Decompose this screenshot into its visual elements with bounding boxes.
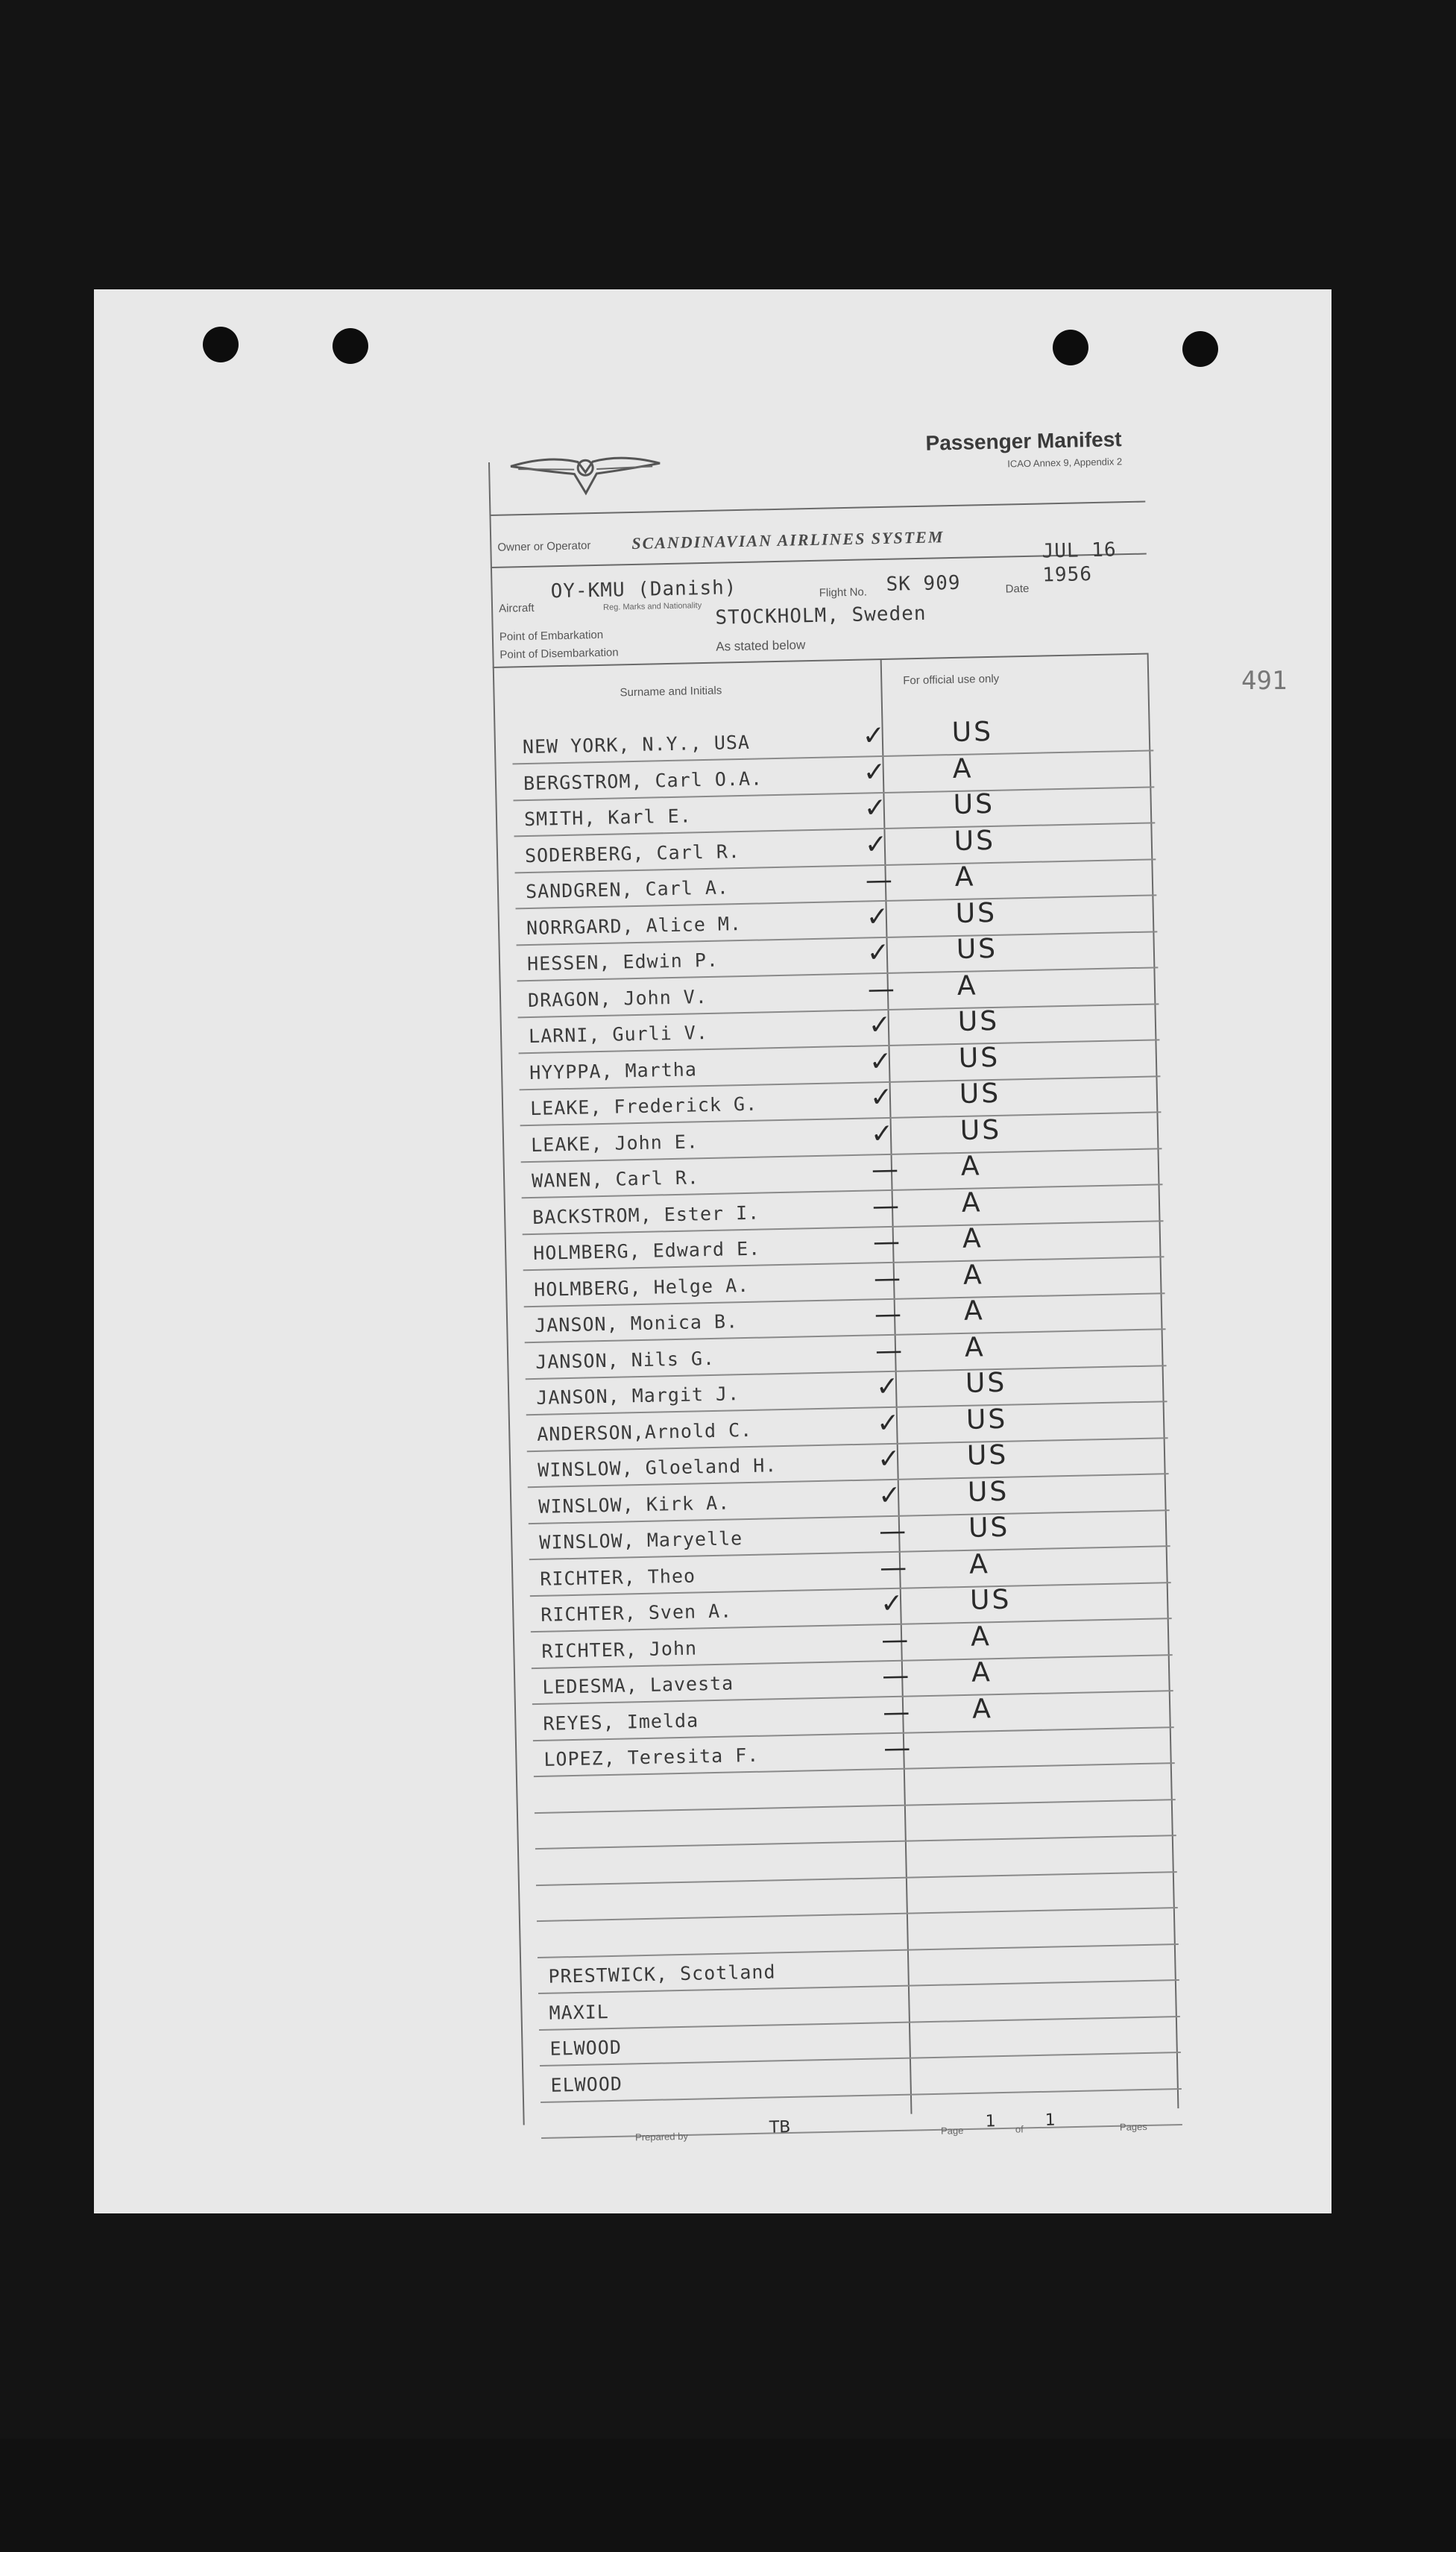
passenger-name: WINSLOW, Gloeland H. — [538, 1454, 778, 1481]
official-use-code: US — [965, 1367, 1007, 1399]
aircraft-value: OY-KMU (Danish) — [550, 576, 737, 603]
official-use-code: A — [960, 1151, 982, 1182]
check-mark — [887, 1913, 918, 1946]
date-value-month: JUL 16 — [1041, 538, 1117, 563]
passenger-name: RICHTER, Sven A. — [541, 1600, 733, 1626]
of-label: of — [1015, 2123, 1024, 2135]
check-mark: — — [874, 1335, 903, 1366]
check-mark — [889, 2021, 920, 2055]
official-use-code: A — [970, 1621, 992, 1653]
passenger-name: JANSON, Monica B. — [534, 1310, 739, 1336]
passenger-name: HOLMBERG, Edward E. — [532, 1237, 761, 1264]
passenger-name: RICHTER, John — [541, 1636, 698, 1662]
official-use-code: US — [966, 1439, 1009, 1471]
prepared-by-label: Prepared by — [634, 2130, 689, 2143]
passenger-name: HYYPPA, Martha — [529, 1057, 698, 1084]
passenger-name: DRAGON, John V. — [527, 985, 708, 1011]
check-mark: — — [874, 1298, 902, 1330]
official-use-code: A — [963, 1295, 986, 1327]
passenger-name: SODERBERG, Carl R. — [524, 840, 741, 867]
check-mark: ✓ — [866, 937, 890, 969]
check-mark: — — [872, 1226, 901, 1258]
passenger-name: JANSON, Margit J. — [535, 1383, 740, 1409]
official-use-column-header: For official use only — [903, 672, 1000, 688]
check-mark — [886, 1876, 917, 1910]
page-total: 1 — [1044, 2111, 1056, 2130]
official-use-code: US — [955, 897, 998, 929]
official-use-code: US — [968, 1512, 1010, 1544]
check-mark: ✓ — [869, 1046, 892, 1077]
passenger-name: MAXIL — [549, 2000, 610, 2024]
official-use-code: US — [954, 825, 996, 857]
punch-hole — [203, 327, 239, 362]
pages-label: Pages — [1119, 2120, 1147, 2133]
official-use-code: US — [957, 1005, 1000, 1037]
passenger-name: REYES, Imelda — [543, 1709, 699, 1735]
passenger-name: LEDESMA, Lavesta — [542, 1672, 734, 1698]
scanner-bottom-strip — [0, 2439, 1456, 2552]
punch-hole — [1053, 330, 1088, 365]
passenger-name: PRESTWICK, Scotland — [548, 1961, 776, 1987]
surname-column-header: Surname and Initials — [620, 684, 722, 700]
passenger-name: HESSEN, Edwin P. — [526, 949, 719, 975]
flight-no-value: SK 909 — [886, 571, 961, 596]
official-use-code: A — [962, 1223, 984, 1254]
official-use-code: US — [959, 1078, 1001, 1110]
check-mark: ✓ — [880, 1588, 904, 1620]
passenger-name: BERGSTROM, Carl O.A. — [523, 767, 763, 794]
official-use-code: A — [962, 1259, 985, 1291]
flight-no-label: Flight No. — [819, 585, 868, 600]
passenger-name: WINSLOW, Maryelle — [539, 1527, 743, 1553]
operator-value: SCANDINAVIAN AIRLINES SYSTEM — [631, 527, 945, 553]
punch-hole — [333, 328, 368, 364]
check-mark: ✓ — [877, 1480, 901, 1511]
official-use-code: A — [964, 1331, 986, 1363]
check-mark: — — [882, 1697, 910, 1728]
check-mark — [891, 2093, 921, 2127]
passenger-name: SMITH, Karl E. — [523, 805, 693, 831]
passenger-name: LOPEZ, Teresita F. — [543, 1744, 760, 1770]
check-mark — [889, 1985, 919, 2019]
check-mark — [884, 1768, 915, 1802]
check-mark — [886, 1841, 916, 1874]
check-mark: — — [865, 864, 893, 896]
check-mark: ✓ — [863, 756, 886, 788]
check-mark: ✓ — [877, 1443, 901, 1475]
check-mark: ✓ — [863, 792, 887, 824]
check-mark: ✓ — [866, 901, 889, 933]
passenger-name: WINSLOW, Kirk A. — [538, 1492, 731, 1518]
check-mark: ✓ — [864, 829, 888, 861]
airline-wings-logo-icon — [502, 438, 668, 501]
check-mark: ✓ — [869, 1081, 893, 1113]
official-use-code: US — [958, 1042, 1000, 1074]
reg-marks-label: Reg. Marks and Nationality — [602, 601, 702, 612]
manifest-title: Passenger Manifest ICAO Annex 9, Appendix 2 — [925, 427, 1123, 470]
official-use-code: A — [971, 1693, 994, 1725]
passenger-name: WANEN, Carl R. — [531, 1166, 700, 1192]
prepared-by-value: TB — [769, 2118, 791, 2137]
official-use-code: US — [969, 1584, 1012, 1616]
official-use-code: US — [956, 933, 998, 965]
check-mark: ✓ — [876, 1407, 900, 1439]
disembarkation-value: As stated below — [716, 638, 806, 654]
check-mark: ✓ — [870, 1118, 894, 1149]
official-use-code: US — [965, 1404, 1008, 1436]
date-value-year: 1956 — [1042, 563, 1093, 587]
passenger-name: ELWOOD — [549, 2036, 623, 2060]
passenger-name: ANDERSON,Arnold C. — [536, 1418, 753, 1445]
check-mark: — — [871, 1154, 899, 1186]
passenger-name: HOLMBERG, Helge A. — [533, 1274, 750, 1301]
embarkation-value: STOCKHOLM, Sweden — [715, 602, 927, 629]
check-mark: ✓ — [875, 1371, 899, 1403]
aircraft-label: Aircraft — [498, 601, 535, 615]
divider — [489, 501, 1145, 516]
passenger-name: RICHTER, Theo — [540, 1565, 696, 1590]
punch-hole — [1182, 331, 1218, 367]
archive-stamp-number: 491 — [1241, 666, 1288, 696]
check-mark — [888, 1949, 918, 1982]
disembarkation-label: Point of Disembarkation — [499, 646, 619, 661]
passenger-name: LEAKE, John E. — [530, 1130, 699, 1156]
check-mark: — — [873, 1263, 901, 1294]
official-use-code: A — [957, 969, 978, 1002]
passenger-name: JANSON, Nils G. — [535, 1347, 716, 1373]
official-use-code: US — [967, 1476, 1009, 1508]
date-label: Date — [1005, 582, 1030, 596]
page-label: Page — [940, 2125, 964, 2137]
check-mark: — — [878, 1515, 907, 1547]
passenger-name: NORRGARD, Alice M. — [526, 912, 743, 939]
official-use-code: US — [959, 1114, 1002, 1146]
official-use-code: A — [954, 861, 976, 893]
official-use-code: US — [953, 788, 995, 821]
check-mark: — — [867, 973, 895, 1005]
check-mark: — — [881, 1660, 910, 1692]
passenger-name: LEAKE, Frederick G. — [529, 1093, 758, 1120]
passenger-name: LARNI, Gurli V. — [528, 1021, 709, 1048]
official-use-code: A — [971, 1657, 993, 1688]
passenger-manifest-form — [488, 427, 1196, 2214]
official-use-code: A — [968, 1548, 991, 1580]
owner-label: Owner or Operator — [497, 539, 591, 554]
page-number: 1 — [985, 2112, 997, 2131]
check-mark: ✓ — [868, 1009, 892, 1041]
official-use-code: A — [961, 1187, 983, 1219]
check-mark: — — [872, 1190, 900, 1222]
check-mark — [890, 2058, 921, 2091]
passenger-name: ELWOOD — [550, 2072, 623, 2096]
official-use-code: US — [951, 716, 994, 749]
passenger-name: BACKSTROM, Ester I. — [532, 1201, 760, 1228]
check-mark: — — [880, 1624, 909, 1656]
official-use-code: A — [952, 752, 974, 785]
check-mark — [885, 1804, 915, 1838]
embarkation-label: Point of Embarkation — [499, 628, 604, 644]
check-mark: — — [883, 1732, 911, 1764]
check-mark: ✓ — [862, 720, 886, 752]
passenger-name: SANDGREN, Carl A. — [525, 876, 730, 903]
passenger-name: NEW YORK, N.Y., USA — [522, 731, 751, 758]
check-mark: — — [879, 1552, 907, 1583]
